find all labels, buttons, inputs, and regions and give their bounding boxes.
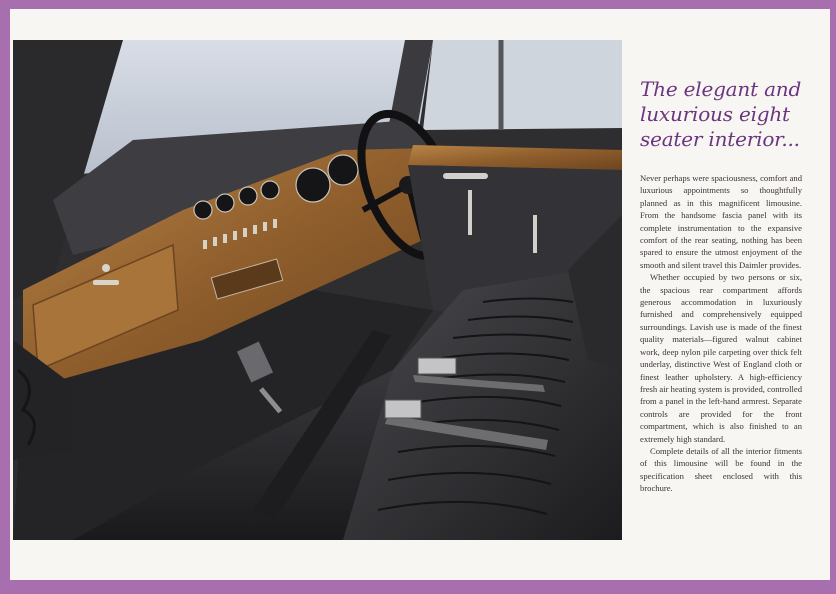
paragraph-1: Never perhaps were spaciousness, comfort and luxurious appointments so thoughtfully planned as in this magnificent limousine. From the handsome fascia panel with its complete instrumentation to the expansive comfort of the rear seating, nothing has been spared to ensure the utmost enjoyment of the smooth and silent travel this Daimler provides. <box>640 173 802 270</box>
paragraph-2: Whether occupied by two persons or six, the spacious rear compartment affords generous accommodation in luxuriously furnished and comprehensively equipped surroundings. Lavish use is made of the finest quality materials—figured walnut cabinet work, deep nylon pile carpeting over thick felt underlay, distinctive West of England cloth or finest leather upholstery. A high-efficiency fresh air heating system is provided, controlled from a panel in the left-hand armrest. Separate controls are provided for the front compartment, which is also finished to an extremely high standard. <box>640 272 802 444</box>
headline-line-3: seater interior... <box>640 127 800 151</box>
text-column <box>640 77 802 495</box>
interior-illustration <box>13 40 622 540</box>
headline <box>640 77 802 152</box>
body-copy <box>640 172 802 495</box>
paragraph-3: Complete details of all the interior fitments of this limousine will be found in the specification sheet enclosed with this brochure. <box>640 445 802 494</box>
interior-photo <box>13 40 622 540</box>
side-window <box>423 40 622 130</box>
headline-line-2: luxurious eight <box>640 102 790 126</box>
headline-line-1: The elegant and <box>640 77 802 101</box>
brochure-page <box>10 9 830 580</box>
